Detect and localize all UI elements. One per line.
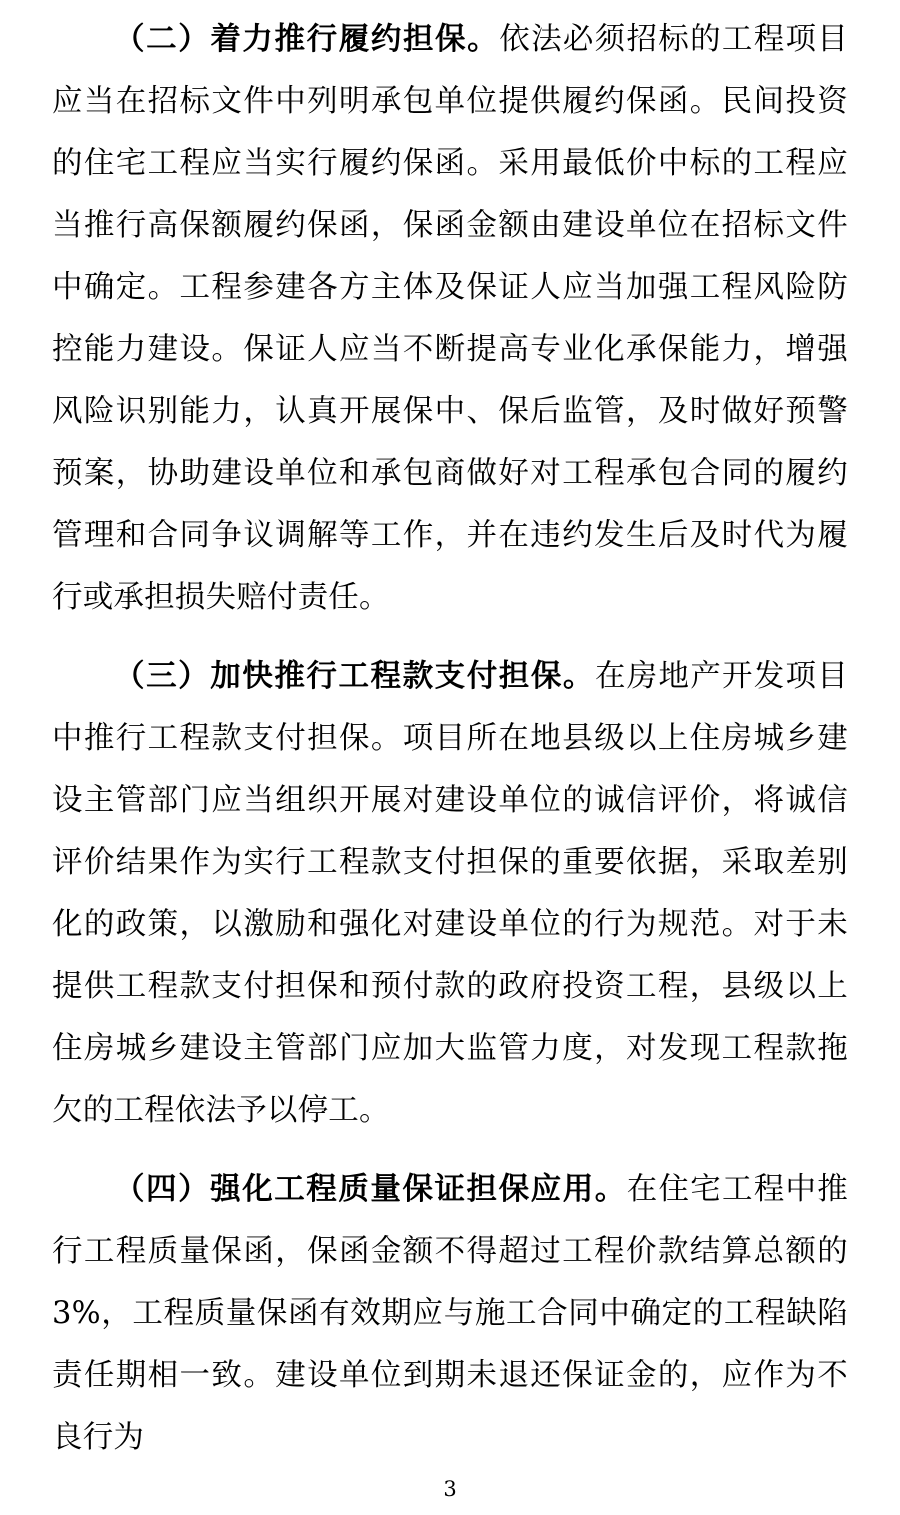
paragraph-heading-section-2: （二）着力推行履约担保。	[114, 21, 500, 57]
paragraph-body-section-3: 在房地产开发项目中推行工程款支付担保。项目所在地县级以上住房城乡建设主管部门应当组织开展对建设单位的诚信评价，将诚信评价结果作为实行工程款支付担保的重要依据，采取差别化的政策，以激励和强化对建设单位的行为规范。对于未提供工程款支付担保和预付款的政府投资工程，县级以上住房城乡建设主管部门应加大监管力度，对发现工程款拖欠的工程依法予以停工。	[52, 659, 848, 1128]
paragraph-heading-section-4: （四）强化工程质量保证担保应用。	[114, 1171, 627, 1207]
paragraph-gap-2	[52, 1148, 848, 1158]
page-number: 3	[443, 1477, 457, 1501]
paragraph-section-3	[52, 645, 848, 1142]
paragraph-body-section-2: 依法必须招标的工程项目应当在招标文件中列明承包单位提供履约保函。民间投资的住宅工程应当实行履约保函。采用最低价中标的工程应当推行高保额履约保函，保函金额由建设单位在招标文件中确定。工程参建各方主体及保证人应当加强工程风险防控能力建设。保证人应当不断提高专业化承保能力，增强风险识别能力，认真开展保中、保后监管，及时做好预警预案，协助建设单位和承包商做好对工程承包合同的履约管理和合同争议调解等工作，并在违约发生后及时代为履行或承担损失赔付责任。	[52, 22, 849, 615]
paragraph-heading-section-3: （三）加快推行工程款支付担保。	[114, 658, 595, 694]
paragraph-gap-1	[52, 635, 848, 645]
paragraph-section-2	[52, 8, 848, 629]
paragraph-section-4	[52, 1158, 848, 1469]
paragraph-body-section-4: 在住宅工程中推行工程质量保函，保函金额不得超过工程价款结算总额的 3%，工程质量保函有效期应与施工合同中确定的工程缺陷责任期相一致。建设单位到期未退还保证金的，应作为不良行为	[52, 1172, 848, 1455]
